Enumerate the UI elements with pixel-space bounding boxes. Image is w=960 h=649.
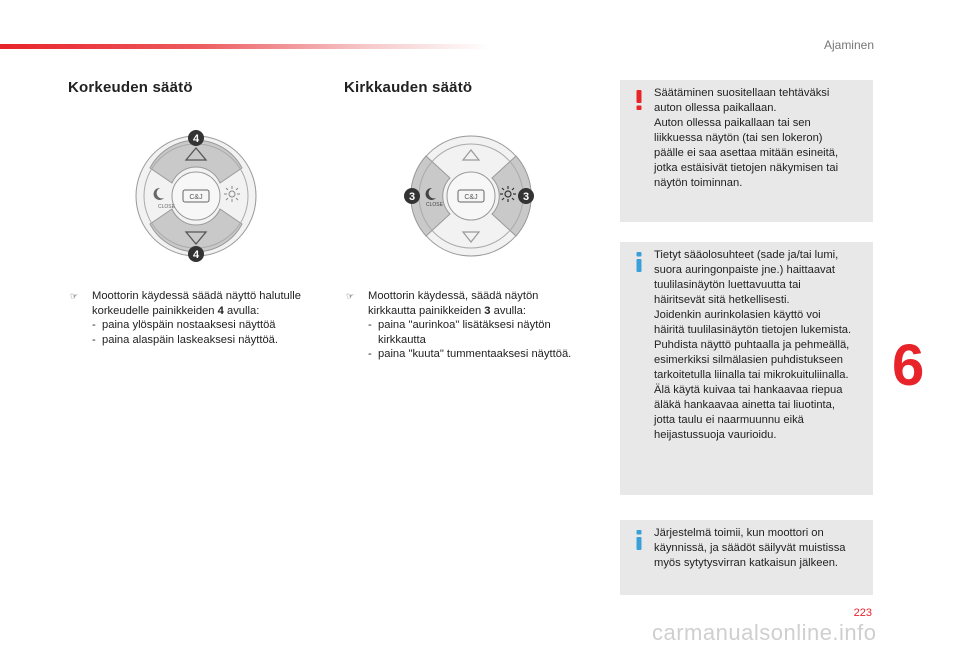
info-icon	[632, 529, 646, 551]
bullet-text-line2: korkeudelle painikkeiden 4 avulla:	[92, 304, 260, 317]
height-instructions: ☞ Moottorin käydessä säädä näyttö halutulle korkeudelle painikkeiden 4 avulla: - paina ylöspäin nostaaksesi näyttöä - paina alaspäin laskeaksesi näyttöä.	[70, 289, 330, 347]
svg-text:4: 4	[192, 133, 200, 145]
brightness-control-diagram	[398, 128, 544, 264]
brightness-instructions: ☞ Moottorin käydessä, säädä näytön kirkkautta painikkeiden 3 avulla: - paina "aurinkoa" lisätäksesi näytön kirkkautta - paina "kuuta" tummentaaksesi näyttöä.	[346, 289, 608, 362]
info-note-memory	[620, 520, 873, 595]
warning-icon	[632, 89, 646, 111]
heading-brightness-adjustment: Kirkkauden säätö	[344, 79, 473, 96]
sub-item-lower: paina alaspäin laskeaksesi näyttöä.	[102, 333, 279, 346]
section-title: Ajaminen	[823, 38, 874, 52]
svg-text:C&J: C&J	[464, 194, 478, 201]
info-note-weather-text: Tietyt sääolosuhteet (sade ja/tai lumi, suora auringonpaiste jne.) haittaavat tuulilasinäytön luettavuutta tai häiritsevät sitä hetkellisesti. Joidenkin aurinkolasien käyttö voi häiritä tuulilasinäytön tietojen lukemista. Puhdista näyttö puhtaalla ja pehmeällä, esimerkiksi silmälasien puhdistukseen tarkoitetulla liinalla tai mikrokuituliinalla. Älä käytä kuivaa tai hankaavaa riepua äläkä hankaavaa ainetta tai liuotinta, jotta taulu ei naarmuunnu eikä heijastussuoja vaurioidu.	[654, 249, 852, 441]
bullet-arrow-icon: ☞	[346, 291, 355, 301]
info-note-weather	[620, 242, 873, 495]
warning-note	[620, 80, 873, 222]
sub-item-dim: paina "kuuta" tummentaaksesi näyttöä.	[378, 348, 572, 360]
header-accent-bar	[0, 44, 490, 49]
info-icon	[632, 251, 646, 273]
bullet-arrow-icon: ☞	[70, 291, 79, 301]
height-control-diagram	[128, 128, 264, 264]
sub-item-brighten-line2: kirkkautta	[378, 333, 426, 346]
bullet-text-line1: Moottorin käydessä, säädä näytön	[368, 290, 539, 302]
svg-text:CLOSE: CLOSE	[158, 204, 175, 210]
watermark: carmanualsonline.info	[652, 620, 877, 645]
warning-note-text: Säätäminen suositellaan tehtäväksi auton ollessa paikallaan. Auton ollessa paikallaan tai sen liikkuessa näytön (tai sen lokeron) päälle ei saa asettaa mitään esineitä, jotka estäisivät tietojen näkymisen tai näytön toiminnan.	[654, 87, 839, 189]
bullet-text-line2: kirkkautta painikkeiden 3 avulla:	[368, 304, 526, 317]
svg-text:C&J: C&J	[189, 194, 203, 201]
svg-text:CLOSE: CLOSE	[426, 202, 443, 208]
svg-text:3: 3	[408, 191, 416, 203]
page-number: 223	[853, 607, 872, 619]
sub-item-raise: paina ylöspäin nostaaksesi näyttöä	[102, 319, 276, 331]
bullet-text-line1: Moottorin käydessä säädä näyttö halutulle	[92, 290, 301, 302]
chapter-number: 6	[892, 333, 925, 398]
svg-text:3: 3	[522, 191, 530, 203]
info-note-memory-text: Järjestelmä toimii, kun moottori on käynnissä, ja säädöt säilyvät muistissa myös sytytysvirran katkaisun jälkeen.	[654, 527, 846, 569]
svg-text:4: 4	[192, 249, 200, 261]
heading-height-adjustment: Korkeuden säätö	[68, 79, 193, 96]
sub-item-brighten-line1: paina "aurinkoa" lisätäksesi näytön	[378, 319, 551, 331]
